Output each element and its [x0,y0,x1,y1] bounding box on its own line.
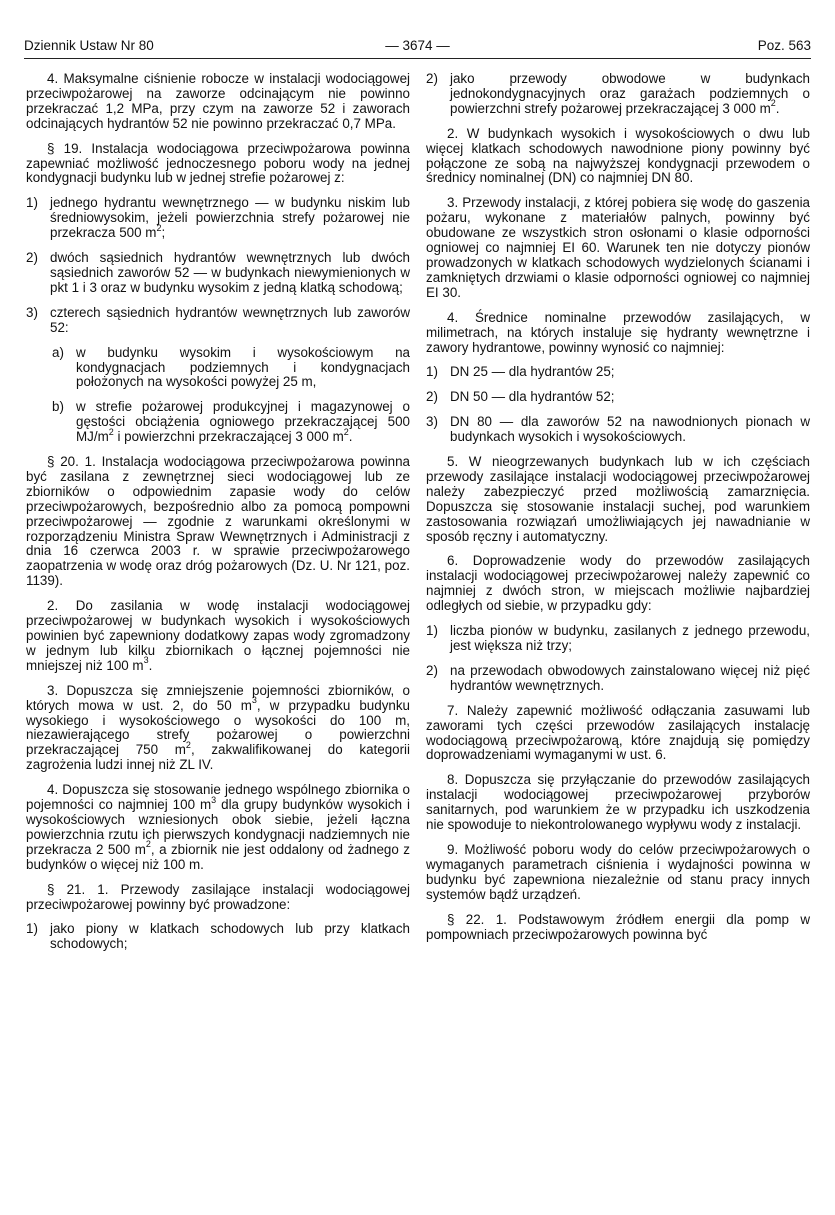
paragraph-s21-9: 9. Możliwość poboru wody do celów przeciwpożarowych o wymaganych parametrach ciśnienia i wydajności powinna w budynku być zapewniona niezależnie od stanu pracy innych systemów bądź urządzeń. [426,841,810,902]
paragraph-s21-2: 2. W budynkach wysokich i wysokościowych o dwu lub więcej klatkach schodowych nawodnione piony powinny być połączone ze sobą na najwyższej kondygnacji przewodem o średnicy nominalnej (DN) co najmniej DN 80. [426,125,810,186]
list-text-end: ; [161,225,166,241]
sub-list-text: w budynku wysokim i wysokościowym na kondygnacjach podziemnych i kondygnacjach położonych na wysokości powyżej 25 m, [76,344,410,390]
list-number: 1) [26,195,38,211]
paragraph-s21-1: § 21. 1. Przewody zasilające instalacji wodociągowej przeciwpożarowej powinny być prowadzone: [26,881,410,912]
superscript: 3 [211,794,217,805]
list-number: 2) [26,250,38,266]
paragraph-s21-4: 4. Średnice nominalne przewodów zasilających, w milimetrach, na których instaluje się hydranty wewnętrzne i zawory hydrantowe, powinny wynosić co najmniej: [426,309,810,355]
paragraph-s19: § 19. Instalacja wodociągowa przeciwpożarowa powinna zapewniać możliwość jednoczesnego poboru wody na jednej kondygnacji budynku lub w jednej strefie pożarowej z: [26,140,410,186]
paragraph-s20-1: § 20. 1. Instalacja wodociągowa przeciwpożarowa powinna być zasilana z zewnętrznej sieci wodociągowej lub ze zbiorników o odpowiednim zapasie wody do celów przeciwpożarowych, bezpośrednio albo za pomocą pompowni przeciwpożarowej — zgodnie z warunkami określonymi w rozporządzeniu Ministra Spraw Wewnętrznych i Administracji z dnia 16 czerwca 2003 r. w sprawie przeciwpożarowego zaopatrzenia w wodę oraz dróg pożarowych (Dz. U. Nr 121, poz. 1139). [26,454,410,589]
superscript: 2 [185,739,191,750]
list-text: na przewodach obwodowych zainstalowano więcej niż pięć hydrantów wewnętrznych. [450,662,810,693]
paragraph-s21-7: 7. Należy zapewnić możliwość odłączania zasuwami lub zaworami tych części przewodów zasilających instalację wodociągową przeciwpożarową, które znajdują się pomiędzy doprowadzeniami wymaganymi w ust. 6. [426,702,810,763]
superscript: 3 [143,655,149,666]
position-number: Poz. 563 [757,38,811,53]
list-number: 3) [426,414,438,430]
superscript: 2 [343,426,349,437]
list-item [426,365,810,380]
sub-list-item [26,346,410,391]
paragraph-s22-1: § 22. 1. Podstawowym źródłem energii dla pomp w pompowniach przeciwpożarowych powinna być [426,911,810,942]
list-item [26,922,410,952]
list-item [26,306,410,336]
list-number: 1) [26,921,38,937]
list-text: czterech sąsiednich hydrantów wewnętrznych lub zaworów 52: [50,304,410,335]
header-rule [24,58,811,59]
list-text: jako przewody obwodowe w budynkach jednokondygnacyjnych oraz garażach podziemnych o powierzchni strefy pożarowej przekraczającej 3 000 m [450,71,810,116]
paragraph-text-end: , zakwalifikowanej do kategorii zagrożenia ludzi innej niż ZL IV. [26,742,410,773]
paragraph-s20-4 [26,783,410,872]
list-number: 1) [426,364,438,380]
paragraph-text-end: , a zbiornik nie jest oddalony od żadnego z budynków o więcej niż 100 m. [26,841,410,872]
list-text: liczba pionów w budynku, zasilanych z jednego przewodu, jest większa niż trzy; [450,623,810,653]
sub-list-letter: b) [52,399,64,415]
page-number: — 3674 — [385,38,450,53]
superscript: 2 [108,426,114,437]
list-item [426,664,810,694]
sub-list-item [26,400,410,445]
list-number: 2) [426,662,438,678]
paragraph-s20-2 [26,599,410,674]
superscript: 3 [251,695,257,706]
list-number: 3) [26,304,38,320]
list-item [26,196,410,241]
page-header [24,38,811,56]
paragraph-s20-3 [26,684,410,773]
left-column [26,72,410,962]
paragraph-s21-3: 3. Przewody instalacji, z której pobiera się wodę do gaszenia pożaru, wykonane z materiałów palnych, powinny być obudowane ze wszystkich stron osłonami o klasie odporności ogniowej co najmniej EI 60. Warunek ten nie dotyczy pionów prowadzonych w klatkach schodowych wydzielonych ścianami i zamkniętych drzwiami o klasie odporności ogniowej co najmniej EI 30. [426,195,810,300]
paragraph-text: 3. Dopuszcza się zmniejszenie pojemności zbiorników, o których mowa w ust. 2, do 50 m [26,682,410,713]
superscript: 2 [156,222,162,233]
paragraph-s21-8: 8. Dopuszcza się przyłączanie do przewodów zasilających instalacji wodociągowej przeciwpożarowej przyborów sanitarnych, pod warunkiem że w przypadku ich uszkodzenia nie spowoduje to niekontrolowanego wypływu wody z instalacji. [426,772,810,833]
paragraph-s21-5: 5. W nieogrzewanych budynkach lub w ich częściach przewody zasilające instalacji wodociągowej przeciwpożarowej należy zabezpieczyć przed możliwością zamarznięcia. Dopuszcza się stosowanie instalacji suchej, pod warunkiem zastosowania rozwiązań umożliwiających jej nawadnianie w sposób ręczny i automatyczny. [426,454,810,544]
paragraph-s21-6: 6. Doprowadzenie wody do przewodów zasilających instalacji wodociągowej przeciwpożarowej należy zapewnić co najmniej z dwóch stron, w miejscach możliwie najbardziej odległych od siebie, w przypadku gdy: [426,553,810,614]
list-text: jako piony w klatkach schodowych lub przy klatkach schodowych; [50,921,410,952]
list-item [426,72,810,117]
list-text-end: . [775,100,780,116]
list-item [426,390,810,405]
sub-list-text-end: . [348,429,353,445]
list-text: DN 80 — dla zaworów 52 na nawodnionych pionach w budynkach wysokich i wysokościowych. [450,414,810,445]
list-text: jednego hydrantu wewnętrznego — w budynku niskim lub średniowysokim, jeżeli powierzchnia strefy pożarowej nie przekracza 500 m [50,195,410,241]
list-text: dwóch sąsiednich hydrantów wewnętrznych lub dwóch sąsiednich zaworów 52 — w budynkach niewymienionych w pkt 1 i 3 oraz w budynku wysokim z jedną klatką schodową; [50,250,410,295]
sub-list-letter: a) [52,344,64,360]
list-text: DN 50 — dla hydrantów 52; [450,389,615,405]
list-number: 1) [426,623,438,639]
paragraph-text: dla grupy budynków wysokich i wysokościowych wzniesionych obok siebie, jeżeli łączna powierzchnia rzutu ich pierwszych kondygnacji nadziemnych nie przekracza 2 500 m [26,797,410,857]
paragraph-ust-4: 4. Maksymalne ciśnienie robocze w instalacji wodociągowej przeciwpożarowej na zaworze odcinającym nie powinno przekraczać 1,2 MPa, przy czym na zaworze 52 i zaworach odcinających hydrantów 52 nie powinno przekraczać 0,7 MPa. [26,71,410,131]
sub-list-text: i powierzchni przekraczającej 3 000 m [113,429,344,445]
paragraph-text: 4. Dopuszcza się stosowanie jednego wspólnego zbiornika o pojemności co najmniej 100 m [26,782,410,813]
superscript: 2 [145,839,151,850]
superscript: 2 [770,98,776,109]
right-column [426,72,810,952]
list-text: DN 25 — dla hydrantów 25; [450,364,615,380]
list-number: 2) [426,389,438,405]
journal-title: Dziennik Ustaw Nr 80 [24,38,154,53]
paragraph-text: 2. Do zasilania w wodę instalacji wodociągowej przeciwpożarowej w budynkach wysokich i wysokościowych powinien być zapewniony dodatkowy zapas wody zgromadzony w jednym lub kilku zbiornikach o łącznej pojemności nie mniejszej niż 100 m [26,598,410,673]
list-item [426,415,810,445]
list-number: 2) [426,71,438,86]
list-item [26,251,410,296]
paragraph-text-end: . [148,657,153,673]
paragraph-text: , w przypadku budynku wysokiego i wysokościowego o wysokości do 100 m, niezawierającego strefy pożarowej o powierzchni przekraczającej 750 m [26,697,410,758]
list-item [426,624,810,654]
sub-list-text: w strefie pożarowej produkcyjnej i magazynowej o gęstości obciążenia ogniowego przekraczającej 500 MJ/m [76,399,410,445]
